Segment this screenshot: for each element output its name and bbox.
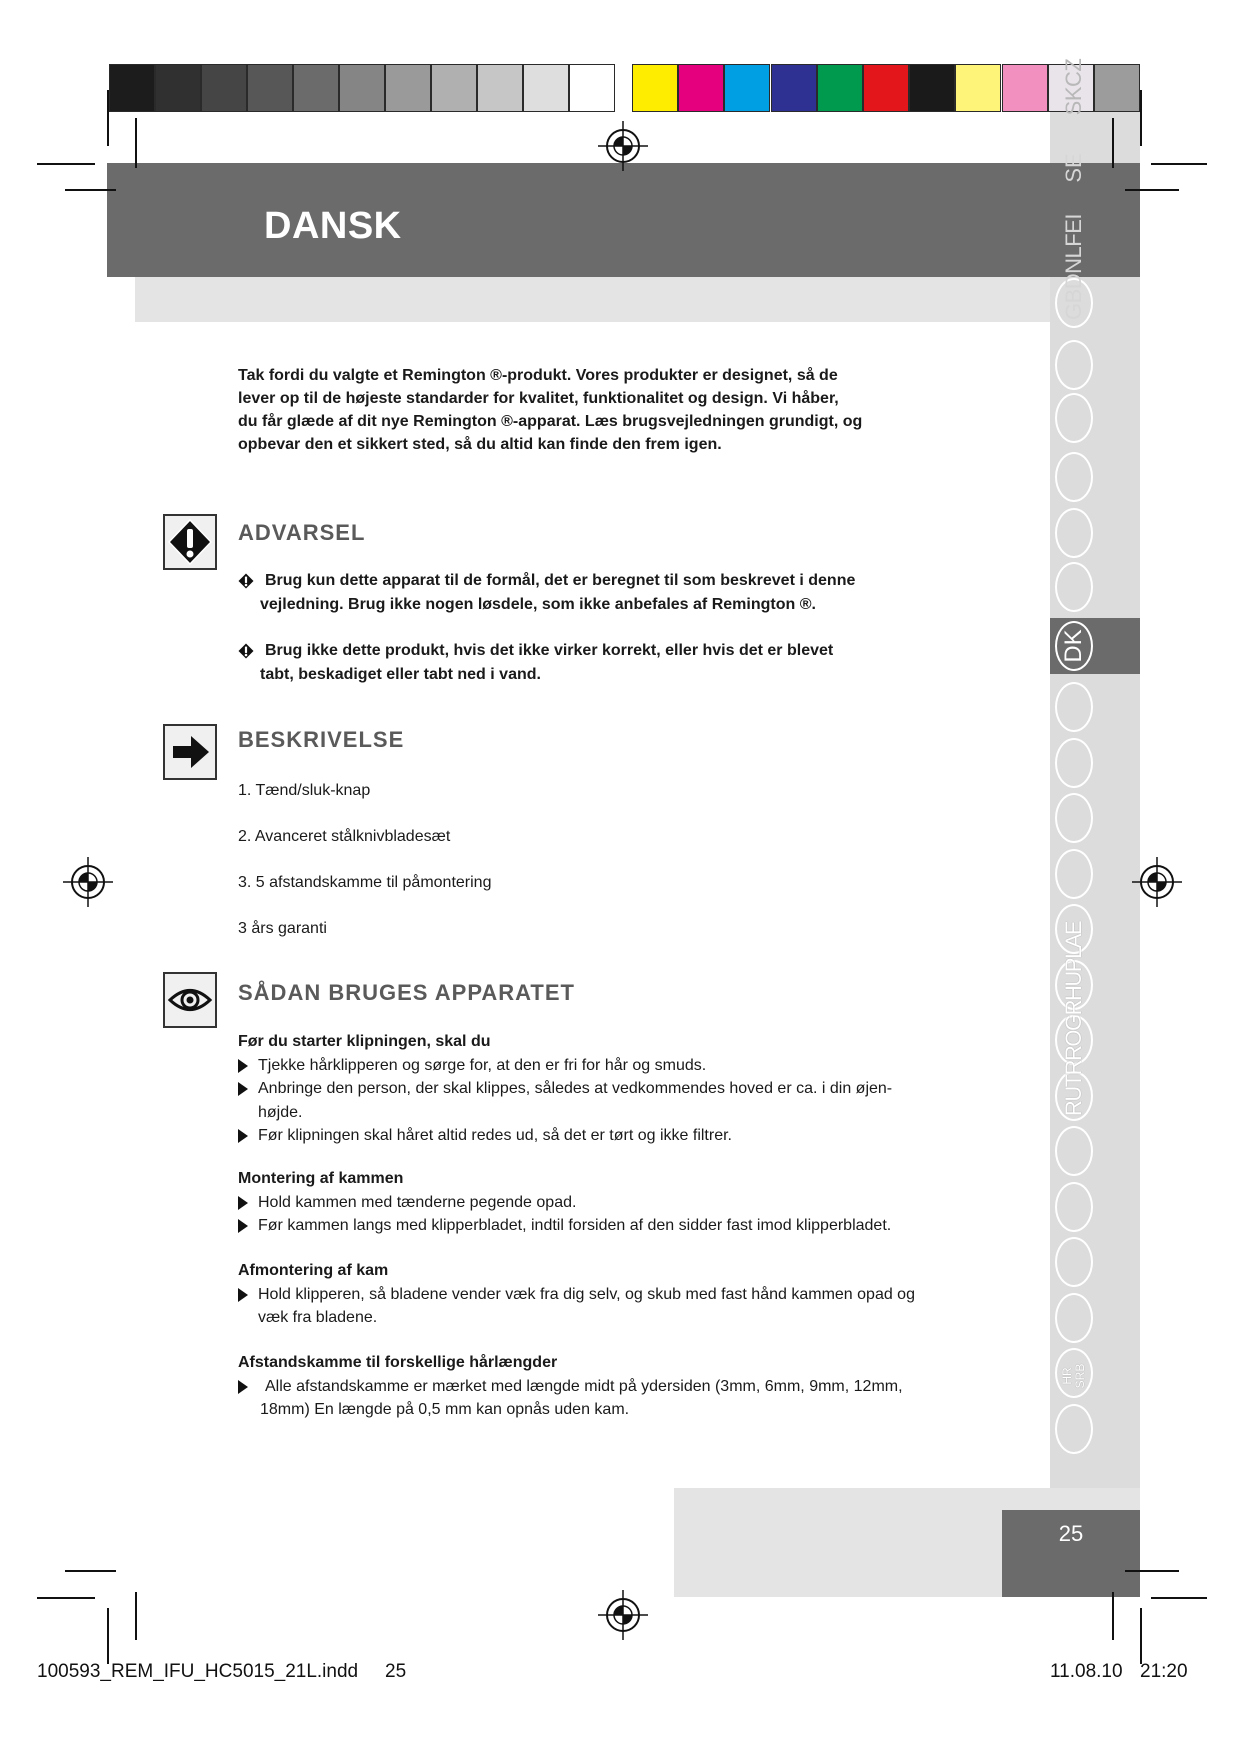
list-item: 1. Tænd/sluk-knap — [238, 782, 371, 799]
warning-bullet-icon — [238, 573, 254, 589]
grey-swatch — [109, 64, 155, 112]
bullet-line: Før klipningen skal håret altid redes ud, så det er tørt og ikke filtrer. — [258, 1127, 732, 1144]
crop-mark — [1125, 1570, 1179, 1572]
process-color-swatch — [1002, 64, 1048, 112]
registration-mark-icon — [1131, 856, 1183, 908]
crop-mark — [1140, 90, 1142, 146]
process-color-swatch — [1094, 64, 1140, 112]
grey-swatch — [155, 64, 201, 112]
crop-mark — [1151, 1597, 1207, 1599]
intro-line: Tak fordi du valgte et Remington ®-produkt. Vores produkter er designet, så de — [238, 367, 838, 384]
language-tab-oval — [1055, 1182, 1093, 1232]
grey-swatch — [201, 64, 247, 112]
usage-group — [238, 1259, 915, 1330]
language-label-hr: HR — [1060, 1367, 1074, 1385]
bullet-line: højde. — [258, 1103, 303, 1121]
crop-mark — [65, 1570, 116, 1572]
crop-mark — [37, 1597, 95, 1599]
language-tab-oval — [1055, 393, 1093, 443]
process-color-swatch — [909, 64, 955, 112]
language-tab-oval — [1055, 1126, 1093, 1176]
bullet-item — [238, 1283, 915, 1330]
grey-swatch — [385, 64, 431, 112]
bullet-item — [238, 1077, 892, 1124]
grey-swatch — [431, 64, 477, 112]
bullet-line: Anbringe den person, der skal klippes, således at vedkommendes hoved er ca. i din øjen- — [258, 1080, 893, 1097]
print-color-bar — [0, 0, 1241, 120]
footer-time: 21:20 — [1140, 1661, 1188, 1682]
section-heading-description: BESKRIVELSE — [238, 727, 405, 752]
crop-mark — [107, 90, 109, 146]
language-tab-oval — [1055, 1293, 1093, 1343]
language-tab-oval — [1055, 793, 1093, 843]
registration-mark-icon — [597, 1589, 649, 1641]
bullet-triangle-icon — [238, 1059, 248, 1073]
process-color-swatch — [863, 64, 909, 112]
bullet-triangle-icon — [238, 1219, 248, 1233]
language-label-srb: SRB — [1073, 1363, 1087, 1389]
bullet-item — [238, 1375, 903, 1422]
bullet-item — [238, 1191, 891, 1215]
bullet-line: væk fra bladene. — [258, 1309, 378, 1326]
usage-group-title: Før du starter klipningen, skal du — [238, 1033, 491, 1050]
process-color-swatch — [632, 64, 678, 112]
crop-mark — [107, 1608, 109, 1664]
language-tab-oval — [1055, 738, 1093, 788]
grey-swatch — [293, 64, 339, 112]
intro-line: opbevar den et sikkert sted, så du altid kan finde den frem igen. — [238, 436, 722, 453]
process-color-swatch — [955, 64, 1001, 112]
grey-swatch — [523, 64, 569, 112]
crop-mark — [135, 118, 137, 168]
language-tab-oval — [1055, 682, 1093, 732]
intro-line: du får glæde af dit nye Remington ®-apparat. Læs brugsvejledningen grundigt, og — [238, 413, 863, 430]
warning-icon — [163, 514, 217, 570]
grey-swatch — [477, 64, 523, 112]
crop-mark — [1140, 1608, 1142, 1664]
bullet-triangle-icon — [238, 1082, 248, 1096]
crop-mark — [1112, 1592, 1114, 1640]
header-shadow-band — [135, 277, 1050, 322]
warning-item-line: vejledning. Brug ikke nogen løsdele, som ikke anbefales af Remington ®. — [260, 596, 816, 613]
warning-bullet-icon — [238, 643, 254, 659]
header-band — [107, 163, 1140, 277]
warning-item-line: tabt, beskadiget eller tabt ned i vand. — [260, 666, 541, 683]
bullet-line: Alle afstandskamme er mærket med længde midt på ydersiden (3mm, 6mm, 9mm, 12mm, — [265, 1377, 903, 1395]
usage-group — [238, 1167, 891, 1238]
bullet-triangle-icon — [238, 1288, 248, 1302]
footer-page: 25 — [385, 1661, 407, 1682]
usage-group-title: Afstandskamme til forskellige hårlængder — [238, 1354, 558, 1371]
crop-mark — [65, 189, 116, 191]
crop-mark — [1151, 163, 1207, 165]
crop-mark — [37, 163, 95, 165]
warning-item — [238, 639, 833, 687]
process-color-swatch — [771, 64, 817, 112]
crop-mark — [135, 1592, 137, 1640]
language-label-middle: RUTRROGRHUPLAE — [1061, 921, 1086, 1117]
bullet-line: Hold kammen med tænderne pegende opad. — [258, 1193, 577, 1211]
registration-mark-icon — [597, 120, 649, 172]
arrow-right-icon — [163, 724, 217, 780]
intro-line: lever op til de højeste standarder for kvalitet, funktionalitet og design. Vi håber, — [238, 390, 839, 407]
warning-item — [238, 569, 855, 617]
language-tab-oval — [1055, 340, 1093, 390]
warning-item-line: Brug kun dette apparat til de formål, det er beregnet til som beskrevet i denne — [265, 572, 856, 589]
bullet-item — [238, 1214, 891, 1238]
footer-file-name: 100593_REM_IFU_HC5015_21L.indd — [37, 1661, 359, 1682]
page-title: DANSK — [264, 205, 402, 247]
crop-mark — [1125, 189, 1179, 191]
bullet-item — [238, 1054, 892, 1078]
language-tab-oval — [1055, 562, 1093, 612]
language-tab-oval — [1055, 1404, 1093, 1454]
process-color-swatch — [678, 64, 724, 112]
bullet-triangle-icon — [238, 1196, 248, 1210]
eye-icon — [163, 972, 217, 1028]
bullet-line: 18mm) En længde på 0,5 mm kan opnås uden kam. — [260, 1401, 630, 1418]
grey-swatch — [339, 64, 385, 112]
bullet-line: Før kammen langs med klipperbladet, indtil forsiden af den sidder fast imod klipperbladet. — [258, 1217, 892, 1234]
crop-mark — [1112, 118, 1114, 168]
list-item: 3 års garanti — [238, 920, 327, 937]
section-heading-warning: ADVARSEL — [238, 520, 366, 545]
list-item: 3. 5 afstandskamme til påmontering — [238, 874, 492, 891]
bullet-line: Hold klipperen, så bladene vender væk fra dig selv, og skub med fast hånd kammen opad og — [258, 1285, 915, 1303]
usage-group-title: Afmontering af kam — [238, 1262, 389, 1279]
process-color-swatch — [817, 64, 863, 112]
language-tab-oval — [1055, 1237, 1093, 1287]
usage-group — [238, 1351, 903, 1422]
language-label-top: GBDNLFEI — [1061, 213, 1086, 321]
language-tab-oval — [1055, 849, 1093, 899]
page-number: 25 — [1058, 1521, 1084, 1546]
warning-item-line: Brug ikke dette produkt, hvis det ikke virker korrekt, eller hvis det er blevet — [265, 642, 834, 659]
footer-date: 11.08.10 — [1050, 1661, 1123, 1682]
intro-paragraph — [238, 364, 862, 456]
language-tab-oval — [1055, 508, 1093, 558]
section-heading-usage: SÅDAN BRUGES APPARATET — [238, 980, 575, 1005]
language-tab-oval — [1055, 452, 1093, 502]
bullet-triangle-icon — [238, 1129, 248, 1143]
grey-swatch — [247, 64, 293, 112]
list-item: 2. Avanceret stålknivbladesæt — [238, 828, 451, 845]
bullet-item — [238, 1124, 892, 1148]
language-label-active: DK — [1060, 629, 1087, 663]
description-list — [238, 779, 491, 963]
registration-mark-icon — [62, 856, 114, 908]
grey-swatch — [569, 64, 615, 112]
bullet-line: Tjekke hårklipperen og sørge for, at den er fri for hår og smuds. — [258, 1056, 707, 1074]
usage-group-title: Montering af kammen — [238, 1170, 404, 1187]
process-color-swatch — [724, 64, 770, 112]
language-label-se: SE — [1061, 153, 1086, 183]
usage-group — [238, 1030, 892, 1148]
language-label-skcz: SKCZ — [1061, 58, 1086, 116]
bullet-triangle-icon — [238, 1380, 248, 1394]
